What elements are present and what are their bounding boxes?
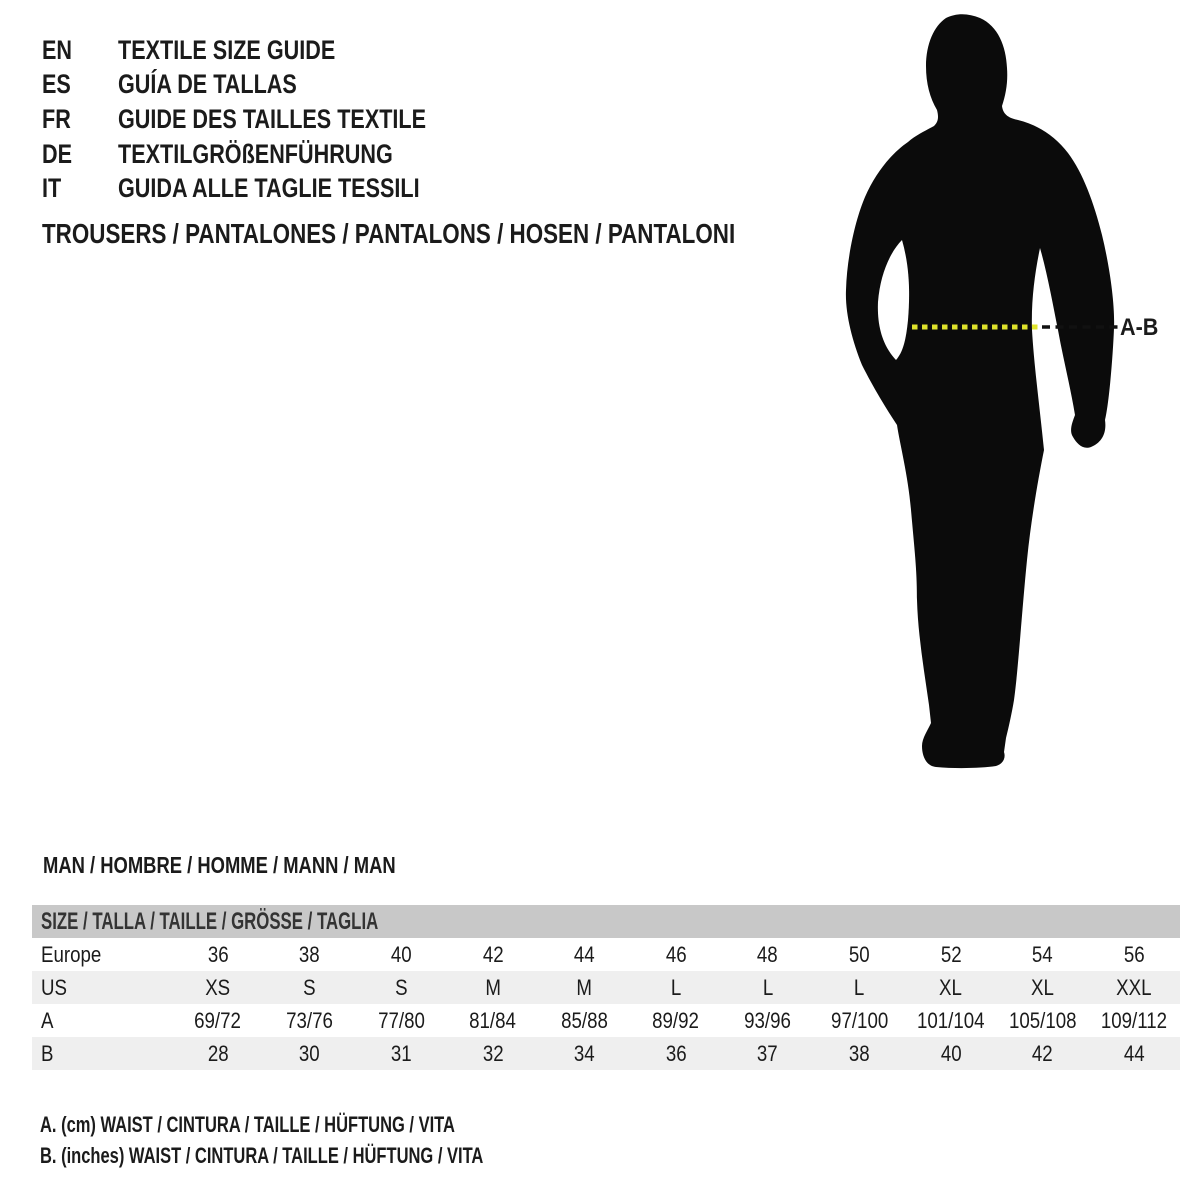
size-table	[32, 905, 1180, 1070]
table-cell: 105/108	[1008, 1007, 1077, 1033]
section-heading: MAN / HOMBRE / HOMME / MANN / MAN	[43, 852, 396, 878]
language-code: IT	[42, 173, 62, 204]
table-cell: 97/100	[830, 1007, 888, 1033]
size-table-header: SIZE / TALLA / TAILLE / GRÖSSE / TAGLIA	[41, 907, 379, 935]
table-cell: 34	[573, 1040, 595, 1066]
language-list	[42, 33, 503, 206]
table-cell: 28	[207, 1040, 229, 1066]
table-cell: 81/84	[469, 1007, 517, 1033]
language-code: DE	[42, 138, 73, 169]
language-label: GUIDA ALLE TAGLIE TESSILI	[118, 173, 420, 204]
measurement-notes	[40, 1109, 631, 1172]
table-cell: 32	[482, 1040, 504, 1066]
table-cell: L	[854, 974, 865, 1000]
table-cell: 44	[573, 941, 595, 967]
table-cell: S	[394, 974, 408, 1000]
language-label: GUÍA DE TALLAS	[118, 69, 297, 100]
table-cell: M	[484, 974, 501, 1000]
table-cell: L	[670, 974, 682, 1000]
language-label: GUIDE DES TAILLES TEXTILE	[118, 103, 427, 134]
table-cell: 30	[299, 1040, 320, 1066]
language-row	[42, 102, 503, 137]
table-cell: 46	[665, 941, 687, 967]
table-cell: 40	[390, 941, 412, 967]
table-cell: 54	[1032, 941, 1053, 967]
table-cell: 93/96	[744, 1007, 792, 1033]
language-label: TEXTILE SIZE GUIDE	[118, 34, 336, 65]
table-row-us	[32, 971, 1180, 1004]
table-cell: 38	[299, 941, 320, 967]
table-cell: XL	[1031, 974, 1055, 1000]
table-cell: 56	[1123, 941, 1145, 967]
table-cell: 37	[757, 1040, 779, 1066]
language-row	[42, 68, 503, 103]
size-table-header-bar	[32, 905, 1180, 938]
table-cell: 77/80	[377, 1007, 425, 1033]
table-cell: 36	[207, 941, 229, 967]
language-row	[42, 33, 503, 68]
table-cell: 101/104	[917, 1007, 985, 1033]
table-row-europe	[32, 938, 1180, 971]
table-cell: 73/76	[286, 1007, 333, 1033]
row-label: A	[41, 1007, 54, 1033]
table-cell: 38	[848, 1040, 870, 1066]
table-cell: 42	[482, 941, 504, 967]
table-cell: M	[576, 974, 593, 1000]
garment-heading: TROUSERS / PANTALONES / PANTALONS / HOSEN / PANTALONI	[42, 218, 736, 249]
table-cell: 44	[1123, 1040, 1145, 1066]
row-label: Europe	[41, 941, 102, 967]
table-cell: 89/92	[652, 1007, 700, 1033]
language-row	[42, 171, 503, 206]
language-code: FR	[42, 103, 71, 134]
table-cell: 69/72	[194, 1007, 242, 1033]
language-code: ES	[42, 69, 71, 100]
language-row	[42, 137, 503, 172]
table-cell: XL	[939, 974, 963, 1000]
table-cell: XS	[205, 974, 231, 1000]
language-label: TEXTILGRÖßENFÜHRUNG	[118, 138, 393, 169]
language-code: EN	[42, 34, 73, 65]
table-row-b-inches	[32, 1037, 1180, 1070]
table-cell: 31	[390, 1040, 412, 1066]
table-cell: 36	[665, 1040, 687, 1066]
table-row-a-cm	[32, 1004, 1180, 1037]
table-cell: 50	[848, 941, 870, 967]
row-label: B	[41, 1040, 54, 1066]
table-cell: 52	[940, 941, 962, 967]
table-cell: XXL	[1116, 974, 1152, 1000]
man-silhouette	[846, 14, 1114, 768]
table-cell: S	[303, 974, 316, 1000]
table-cell: L	[762, 974, 773, 1000]
man-silhouette-figure	[810, 10, 1200, 800]
table-cell: 109/112	[1101, 1007, 1168, 1033]
row-label: US	[41, 974, 67, 1000]
table-cell: 85/88	[560, 1007, 608, 1033]
note-b: B. (inches) WAIST / CINTURA / TAILLE / HÜFTUNG / VITA	[40, 1143, 484, 1169]
table-cell: 42	[1032, 1040, 1053, 1066]
table-cell: 40	[940, 1040, 962, 1066]
table-cell: 48	[757, 941, 779, 967]
measure-label: A-B	[1120, 314, 1159, 341]
note-a: A. (cm) WAIST / CINTURA / TAILLE / HÜFTUNG / VITA	[40, 1111, 455, 1137]
